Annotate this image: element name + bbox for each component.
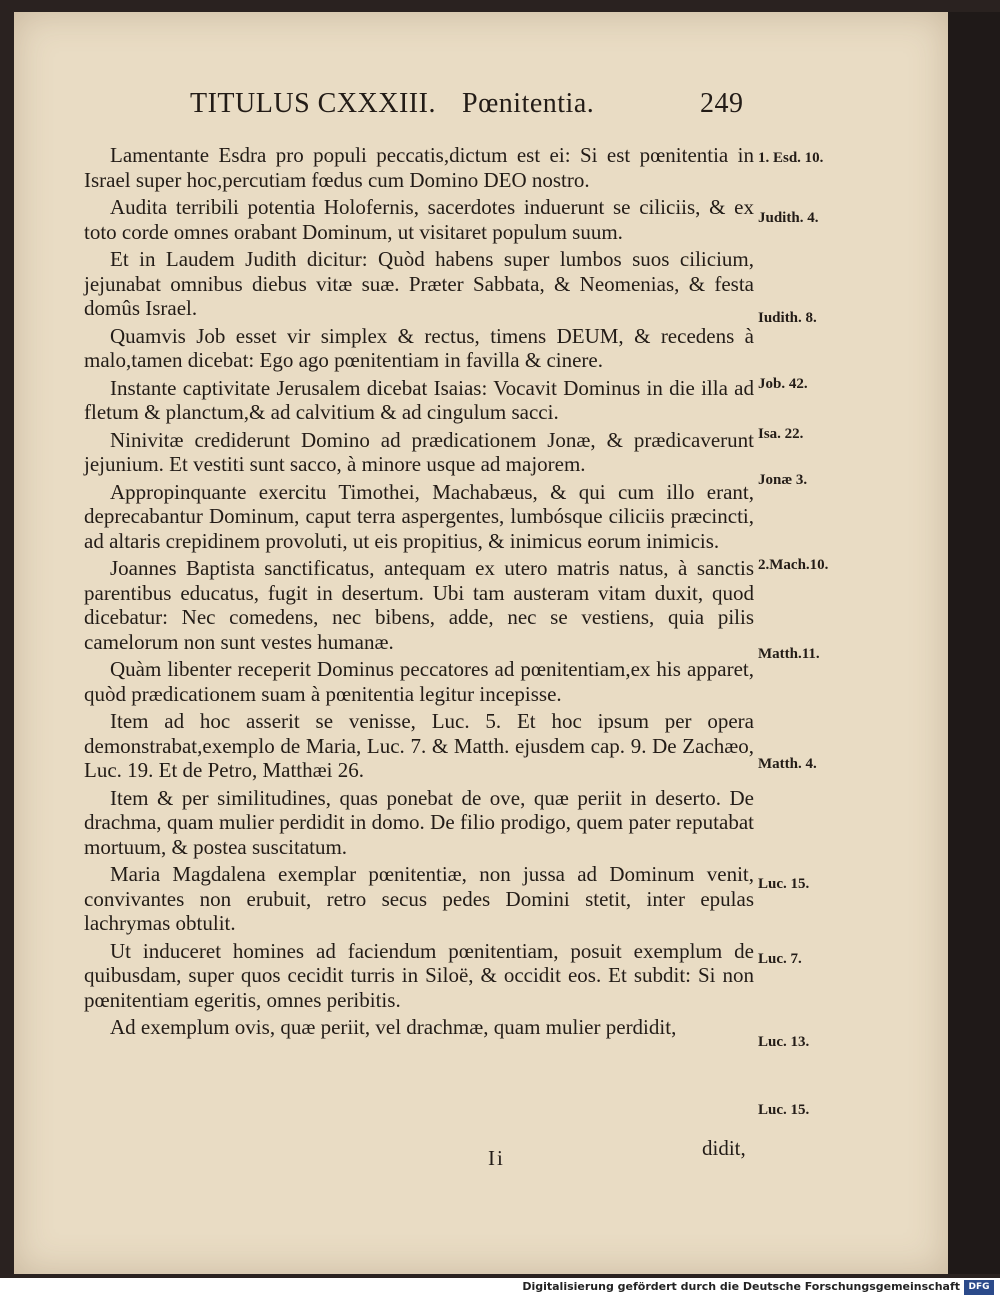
paragraph: Quàm libenter receperit Dominus peccatores ad pœnitentiam,ex his apparet, quòd prædicationem suam à pœnitentia legitur incepisse. (84, 657, 754, 706)
signature-mark: Ii (488, 1146, 505, 1170)
margin-reference: Matth.11. (758, 646, 820, 662)
paragraph: Item & per similitudines, quas ponebat de ove, quæ periit in deserto. De drachma, quam mulier perdidit in domo. De filio prodigo, quem pater reputabat mortuum, & postea suscitatum. (84, 785, 754, 859)
margin-reference: 1. Esd. 10. (758, 150, 824, 166)
margin-reference: Judith. 4. (758, 210, 819, 226)
margin-reference: Iudith. 8. (758, 310, 817, 326)
dfg-credit-text: Digitalisierung gefördert durch die Deutsche Forschungsgemeinschaft (522, 1280, 960, 1293)
margin-reference: Luc. 7. (758, 951, 802, 967)
paragraph: Lamentante Esdra pro populi peccatis,dictum est ei: Si est pœnitentia in Israel super hoc,percutiam fœdus cum Domino DEO nostro. (84, 143, 754, 192)
header-title: TITULUS CXXXIII. (190, 88, 436, 119)
paragraph: Maria Magdalena exemplar pœnitentiæ, non jussa ad Dominum venit, convivantes non erubuit, retro secus pedes Domini stetit, inter epulas lachrymas obtulit. (84, 862, 754, 935)
margin-reference: Luc. 13. (758, 1034, 810, 1050)
paragraph: Et in Laudem Judith dicitur: Quòd habens super lumbos suos cilicium, jejunabat omnibus diebus vitæ suæ. Præter Sabbata, & Neomenias, & festa domûs Israel. (84, 247, 754, 320)
paragraph: Ninivitæ crediderunt Domino ad prædicationem Jonæ, & prædicaverunt jejunium. Et vestiti sunt sacco, à minore usque ad majorem. (84, 427, 754, 476)
paragraph: Ut induceret homines ad faciendum pœnitentiam, posuit exemplum de quibusdam, super quos cecidit turris in Siloë, & occidit eos. Et subdit: Si non pœnitentiam egeritis, omnes peribitis. (84, 938, 754, 1012)
scan-edge (948, 12, 1000, 1274)
book-page (14, 12, 948, 1274)
dfg-banner (0, 1278, 1000, 1298)
paragraph: Item ad hoc asserit se venisse, Luc. 5. Et hoc ipsum per opera demonstrabat,exemplo de Maria, Luc. 7. & Matth. ejusdem cap. 9. De Zachæo, Luc. 19. Et de Petro, Matthæi 26. (84, 709, 754, 782)
paragraph: Quamvis Job esset vir simplex & rectus, timens DEUM, & recedens à malo,tamen dicebat: Ego ago pœnitentiam in favilla & cinere. (84, 323, 754, 372)
paragraph: Audita terribili potentia Holofernis, sacerdotes induerunt se ciliciis, & ex toto corde omnes orabant Dominum, ut visitaret populum suum. (84, 195, 754, 244)
margin-reference: Luc. 15. (758, 1102, 810, 1118)
margin-reference: Isa. 22. (758, 426, 804, 442)
header-section: Pœnitentia. (462, 88, 595, 119)
paragraph: Instante captivitate Jerusalem dicebat Isaias: Vocavit Dominus in die illa ad fletum & planctum,& ad calvitium & ad cingulum sacci. (84, 375, 754, 424)
paragraph: Joannes Baptista sanctificatus, antequam ex utero matris natus, à sanctis parentibus educatus, fugit in desertum. Ubi tam austeram vitam duxit, quod dicebatur: Nec comedens, nec bibens, adde, nec se vestiens, quia pilis camelorum non sunt vestes humanæ. (84, 556, 754, 654)
margin-reference: Jonæ 3. (758, 472, 808, 488)
margin-reference: Matth. 4. (758, 756, 817, 772)
dfg-logo-icon: DFG (964, 1280, 994, 1295)
margin-reference: 2.Mach.10. (758, 557, 829, 573)
margin-reference: Luc. 15. (758, 876, 810, 892)
margin-reference: Job. 42. (758, 376, 808, 392)
paragraph: Appropinquante exercitu Timothei, Machabæus, & qui cum illo erant, deprecabantur Dominum, caput terra aspergentes, lumbósque ciliciis præcincti, ad altaris crepidinem provoluti, ut eis propitius, & inimicus eorum inimicis. (84, 479, 754, 553)
catchword: didit, (702, 1136, 746, 1160)
paragraph: Ad exemplum ovis, quæ periit, vel drachmæ, quam mulier perdidit, (110, 1015, 677, 1039)
page-body (84, 143, 754, 1043)
page-number: 249 (700, 88, 744, 119)
running-header (174, 88, 754, 132)
